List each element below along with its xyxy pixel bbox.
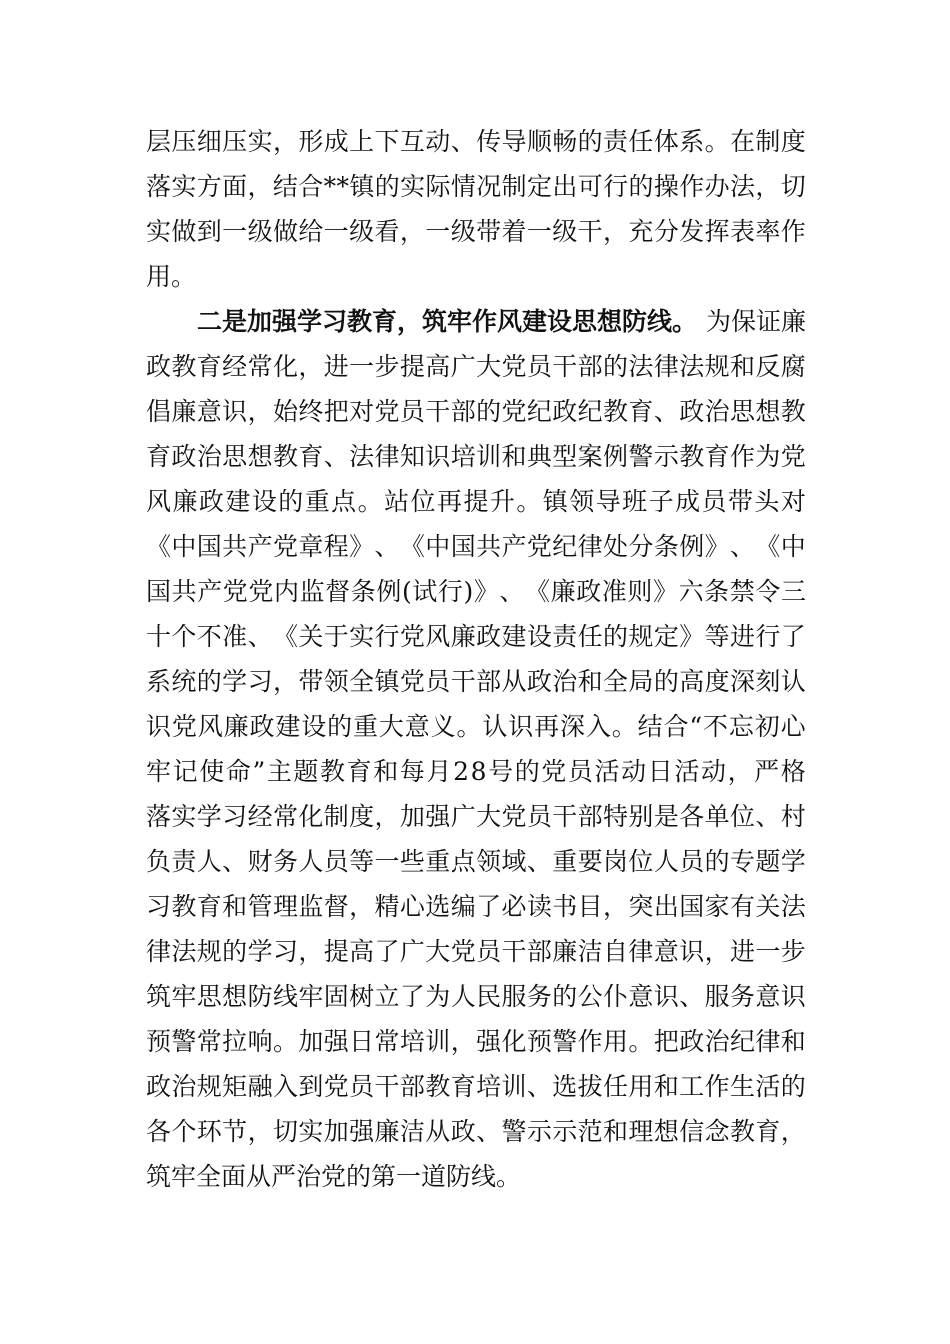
text-line: 国 共 产 党 党 内 监 督 条 例 ( 试 行 ) 》 、 《 廉 政 准 则 》 六 条 禁 令 三 xyxy=(146,577,806,606)
text-line: 层 压 细 压 实 ， 形 成 上 下 互 动 、 传 导 顺 畅 的 责 任 体 系 。 在 制 度 xyxy=(146,127,806,156)
text-line: 用。 xyxy=(146,262,197,291)
paragraph-2-first-line xyxy=(146,299,806,344)
text-line: 预 警 常 拉 响 。 加 强 日 常 培 训 ， 强 化 预 警 作 用 。 把 政 治 纪 律 和 xyxy=(146,1027,806,1056)
text-line: 十 个 不 准 、 《 关 于 实 行 党 风 廉 政 建 设 责 任 的 规 定 》 等 进 行 了 xyxy=(146,622,806,651)
text-line: 习 教 育 和 管 理 监 督 ， 精 心 选 编 了 必 读 书 目 ， 突 出 国 家 有 关 法 xyxy=(146,892,806,921)
body-text xyxy=(146,119,816,1199)
text-line: 政 教 育 经 常 化 ， 进 一 步 提 高 广 大 党 员 干 部 的 法 律 法 规 和 反 腐 xyxy=(146,352,806,381)
text-line: 各 个 环 节 ， 切 实 加 强 廉 洁 从 政 、 警 示 示 范 和 理 想 信 念 教 育 ， xyxy=(146,1117,806,1146)
text-line: 识 党 风 廉 政 建 设 的 重 大 意 义 。 认 识 再 深 入 。 结 合 “ 不 忘 初 心 xyxy=(146,712,806,741)
text-line: 风 廉 政 建 设 的 重 点 。 站 位 再 提 升 。 镇 领 导 班 子 成 员 带 头 对 xyxy=(146,487,806,516)
text-line: 落 实 方 面 ， 结 合 * * 镇 的 实 际 情 况 制 定 出 可 行 的 操 作 办 法 ， 切 xyxy=(146,172,806,201)
text-line: 系 统 的 学 习 ， 带 领 全 镇 党 员 干 部 从 政 治 和 全 局 的 高 度 深 刻 认 xyxy=(146,667,806,696)
text-line: 实 做 到 一 级 做 给 一 级 看 ， 一 级 带 着 一 级 干 ， 充 分 发 挥 表 率 作 xyxy=(146,217,806,246)
text-line: 筑牢全面从严治党的第一道防线。 xyxy=(146,1162,522,1191)
text-line: 育 政 治 思 想 教 育 、 法 律 知 识 培 训 和 典 型 案 例 警 示 教 育 作 为 党 xyxy=(146,442,806,471)
text-line: 倡 廉 意 识 ， 始 终 把 对 党 员 干 部 的 党 纪 政 纪 教 育 、 政 治 思 想 教 xyxy=(146,397,806,426)
paragraph-heading-rest: 为保证廉 xyxy=(705,307,806,336)
paragraph-1 xyxy=(146,119,816,299)
paragraph-2 xyxy=(146,299,816,1199)
text-line: 牢 记 使 命 ” 主 题 教 育 和 每 月 2 8 号 的 党 员 活 动 日 活 动 ， 严 格 xyxy=(146,757,806,786)
text-line: 落 实 学 习 经 常 化 制 度 ， 加 强 广 大 党 员 干 部 特 别 是 各 单 位 、 村 xyxy=(146,802,806,831)
text-line: 律 法 规 的 学 习 ， 提 高 了 广 大 党 员 干 部 廉 洁 自 律 意 识 ， 进 一 步 xyxy=(146,937,806,966)
paragraph-heading: 二是加强学习教育，筑牢作风建设思想防线。 xyxy=(197,307,698,336)
text-line: 《 中 国 共 产 党 章 程 》 、 《 中 国 共 产 党 纪 律 处 分 条 例 》 、 《 中 xyxy=(146,532,806,561)
text-line: 筑 牢 思 想 防 线 牢 固 树 立 了 为 人 民 服 务 的 公 仆 意 识 、 服 务 意 识 xyxy=(146,982,806,1011)
text-line: 负 责 人 、 财 务 人 员 等 一 些 重 点 领 域 、 重 要 岗 位 人 员 的 专 题 学 xyxy=(146,847,806,876)
text-line: 政 治 规 矩 融 入 到 党 员 干 部 教 育 培 训 、 选 拔 任 用 和 工 作 生 活 的 xyxy=(146,1072,806,1101)
